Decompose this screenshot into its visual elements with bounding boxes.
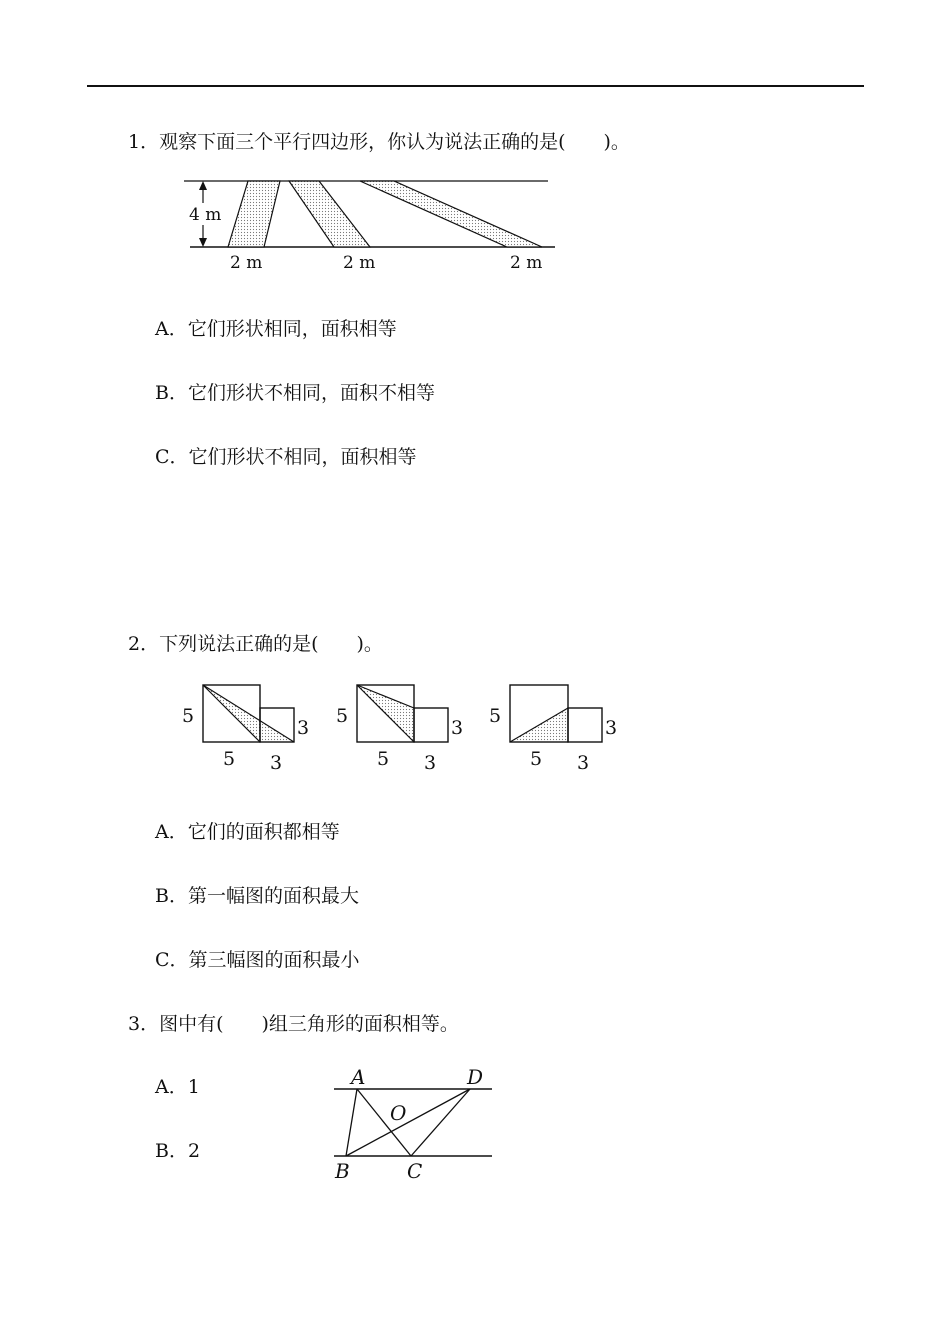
q2-fig1-bottom-small-label: 3 xyxy=(270,752,283,774)
q1-arrow-head-up xyxy=(199,181,207,190)
q1-stem: 1．观察下面三个平行四边形，你认为说法正确的是( )。 xyxy=(128,131,630,153)
q2-fig2-bottom-big-label: 5 xyxy=(377,748,390,770)
q3-segment-ab xyxy=(346,1089,357,1156)
q2-fig1-bottom-big-label: 5 xyxy=(223,748,236,770)
q3-option-a[interactable]: A．1 xyxy=(155,1076,200,1098)
q3-stem: 3．图中有( )组三角形的面积相等。 xyxy=(128,1013,459,1035)
q3-point-b: B xyxy=(335,1159,350,1183)
q2-fig1-left-label: 5 xyxy=(182,705,195,727)
q2-fig2-bottom-small-label: 3 xyxy=(424,752,437,774)
q1-height-label: 4 m xyxy=(189,205,222,225)
q1-option-a[interactable]: A．它们形状相同，面积相等 xyxy=(155,318,397,340)
q2-stem: 2．下列说法正确的是( )。 xyxy=(128,633,383,655)
q1-option-b[interactable]: B．它们形状不相同，面积不相等 xyxy=(155,382,435,404)
q1-arrow-head-down xyxy=(199,238,207,247)
q2-figure-3 xyxy=(489,685,617,774)
q3-option-b[interactable]: B．2 xyxy=(155,1140,201,1162)
q3-trapezoid-figure xyxy=(325,1060,505,1185)
q1-option-c[interactable]: C．它们形状不相同，面积相等 xyxy=(155,446,417,468)
q2-option-c[interactable]: C．第三幅图的面积最小 xyxy=(155,949,360,971)
q1-base-label-2: 2 m xyxy=(343,253,376,273)
q2-fig2-right-label: 3 xyxy=(451,717,464,739)
q3-point-d: D xyxy=(467,1065,484,1089)
q3-point-o: O xyxy=(390,1101,407,1125)
q2-fig2-small-square xyxy=(414,708,448,742)
q2-fig3-bottom-big-label: 5 xyxy=(530,748,543,770)
q1-parallelogram-3 xyxy=(360,181,542,247)
q1-parallelogram-1 xyxy=(228,181,280,247)
q1-base-label-3: 2 m xyxy=(510,253,543,273)
q3-segment-cd xyxy=(411,1089,470,1156)
q2-fig2-left-label: 5 xyxy=(336,705,349,727)
q2-fig3-bottom-small-label: 3 xyxy=(577,752,590,774)
q2-figure-1 xyxy=(182,685,309,774)
q2-option-b[interactable]: B．第一幅图的面积最大 xyxy=(155,885,359,907)
q2-squares-figure xyxy=(175,676,625,776)
q1-base-label-1: 2 m xyxy=(230,253,263,273)
q2-figure-2 xyxy=(336,685,463,774)
q1-parallelogram-2 xyxy=(289,181,370,247)
q3-point-a: A xyxy=(351,1065,366,1089)
header-rule xyxy=(87,85,864,87)
q2-fig3-left-label: 5 xyxy=(489,705,502,727)
q1-parallelogram-figure xyxy=(180,172,570,277)
q2-fig1-right-label: 3 xyxy=(297,717,310,739)
q3-point-c: C xyxy=(407,1159,423,1183)
q2-fig3-right-label: 3 xyxy=(605,717,618,739)
q2-fig3-small-square xyxy=(568,708,602,742)
q2-option-a[interactable]: A．它们的面积都相等 xyxy=(155,821,340,843)
